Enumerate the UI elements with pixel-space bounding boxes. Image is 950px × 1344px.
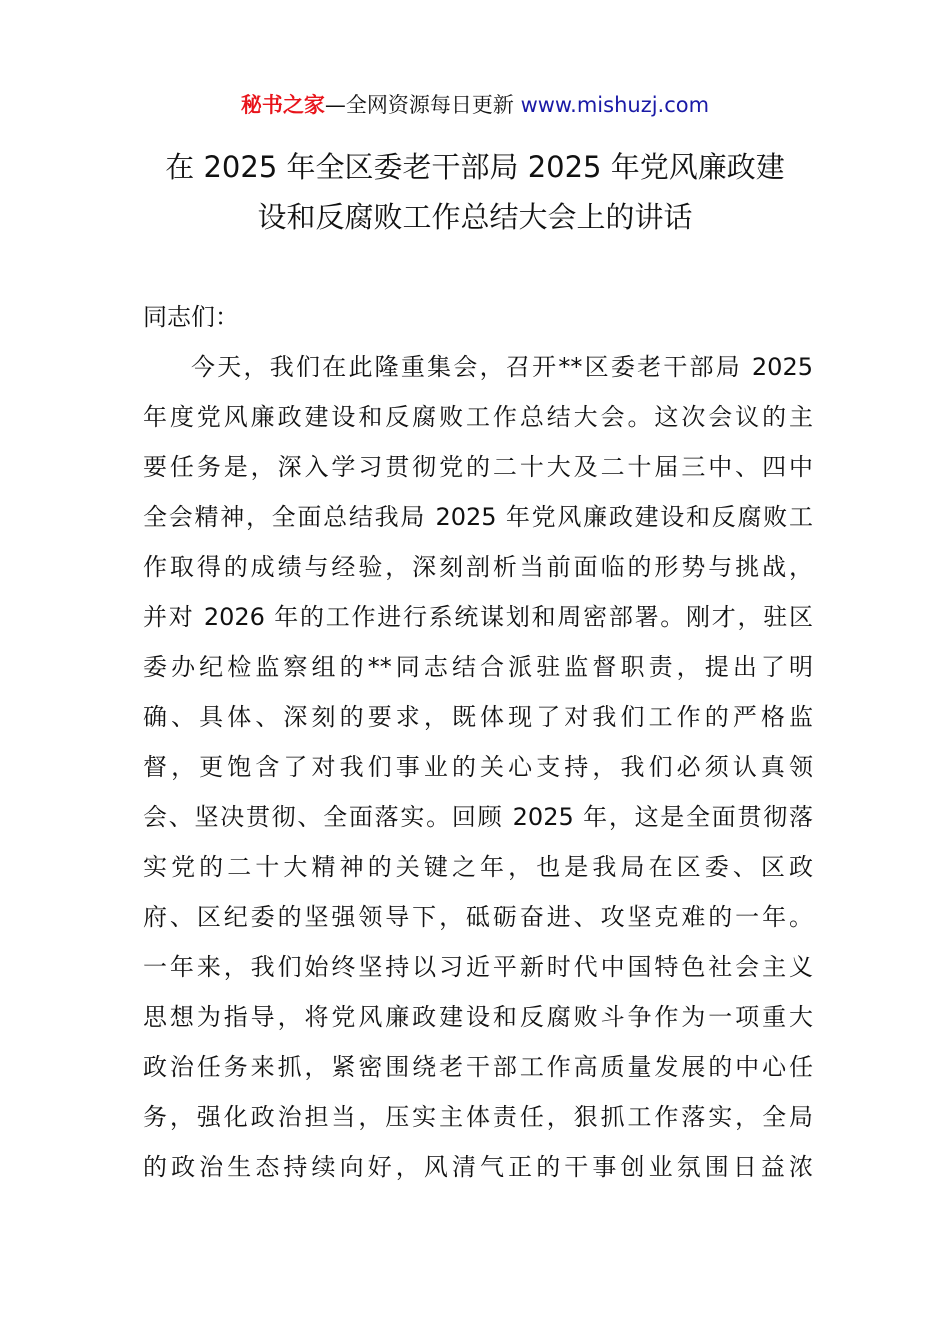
title-line: 设和反腐败工作总结大会上的讲话 — [257, 200, 693, 234]
body-line: 会、坚决贯彻、全面落实。回顾 2025 年，这是全面贯彻落 — [143, 803, 813, 831]
body-line: 督，更饱含了对我们事业的关心支持，我们必须认真领 — [143, 753, 813, 781]
body-line: 作取得的成绩与经验，深刻剖析当前面临的形势与挑战， — [143, 553, 813, 581]
body-line: 确、具体、深刻的要求，既体现了对我们工作的严格监 — [143, 703, 813, 731]
body-line: 全会精神，全面总结我局 2025 年党风廉政建设和反腐败工 — [143, 503, 813, 531]
body-line: 年度党风廉政建设和反腐败工作总结大会。这次会议的主 — [143, 403, 813, 431]
body-line: 思想为指导，将党风廉政建设和反腐败斗争作为一项重大 — [143, 1003, 813, 1031]
body-line: 要任务是，深入学习贯彻党的二十大及二十届三中、四中 — [143, 453, 813, 481]
body-line: 委办纪检监察组的**同志结合派驻监督职责，提出了明 — [143, 653, 813, 681]
body-line: 今天，我们在此隆重集会，召开**区委老干部局 2025 — [191, 353, 813, 381]
body-line: 务，强化政治担当，压实主体责任，狠抓工作落实，全局 — [143, 1103, 813, 1131]
document-body — [143, 342, 813, 1192]
header-tagline: —全网资源每日更新 — [324, 93, 521, 117]
title-line: 在 2025 年全区委老干部局 2025 年党风廉政建 — [165, 150, 785, 184]
site-url[interactable]: www.mishuzj.com — [520, 93, 710, 117]
body-line: 的政治生态持续向好，风清气正的干事创业氛围日益浓 — [143, 1153, 813, 1181]
body-line: 一年来，我们始终坚持以习近平新时代中国特色社会主义 — [143, 953, 813, 981]
document-title — [100, 142, 850, 242]
salutation: 同志们： — [143, 303, 239, 331]
body-line: 实党的二十大精神的关键之年，也是我局在区委、区政 — [143, 853, 813, 881]
body-line: 府、区纪委的坚强领导下，砥砺奋进、攻坚克难的一年。 — [143, 903, 813, 931]
watermark-header — [0, 88, 950, 122]
body-line: 政治任务来抓，紧密围绕老干部工作高质量发展的中心任 — [143, 1053, 813, 1081]
brand-name: 秘书之家 — [240, 93, 325, 117]
body-line: 并对 2026 年的工作进行系统谋划和周密部署。刚才，驻区 — [143, 603, 813, 631]
